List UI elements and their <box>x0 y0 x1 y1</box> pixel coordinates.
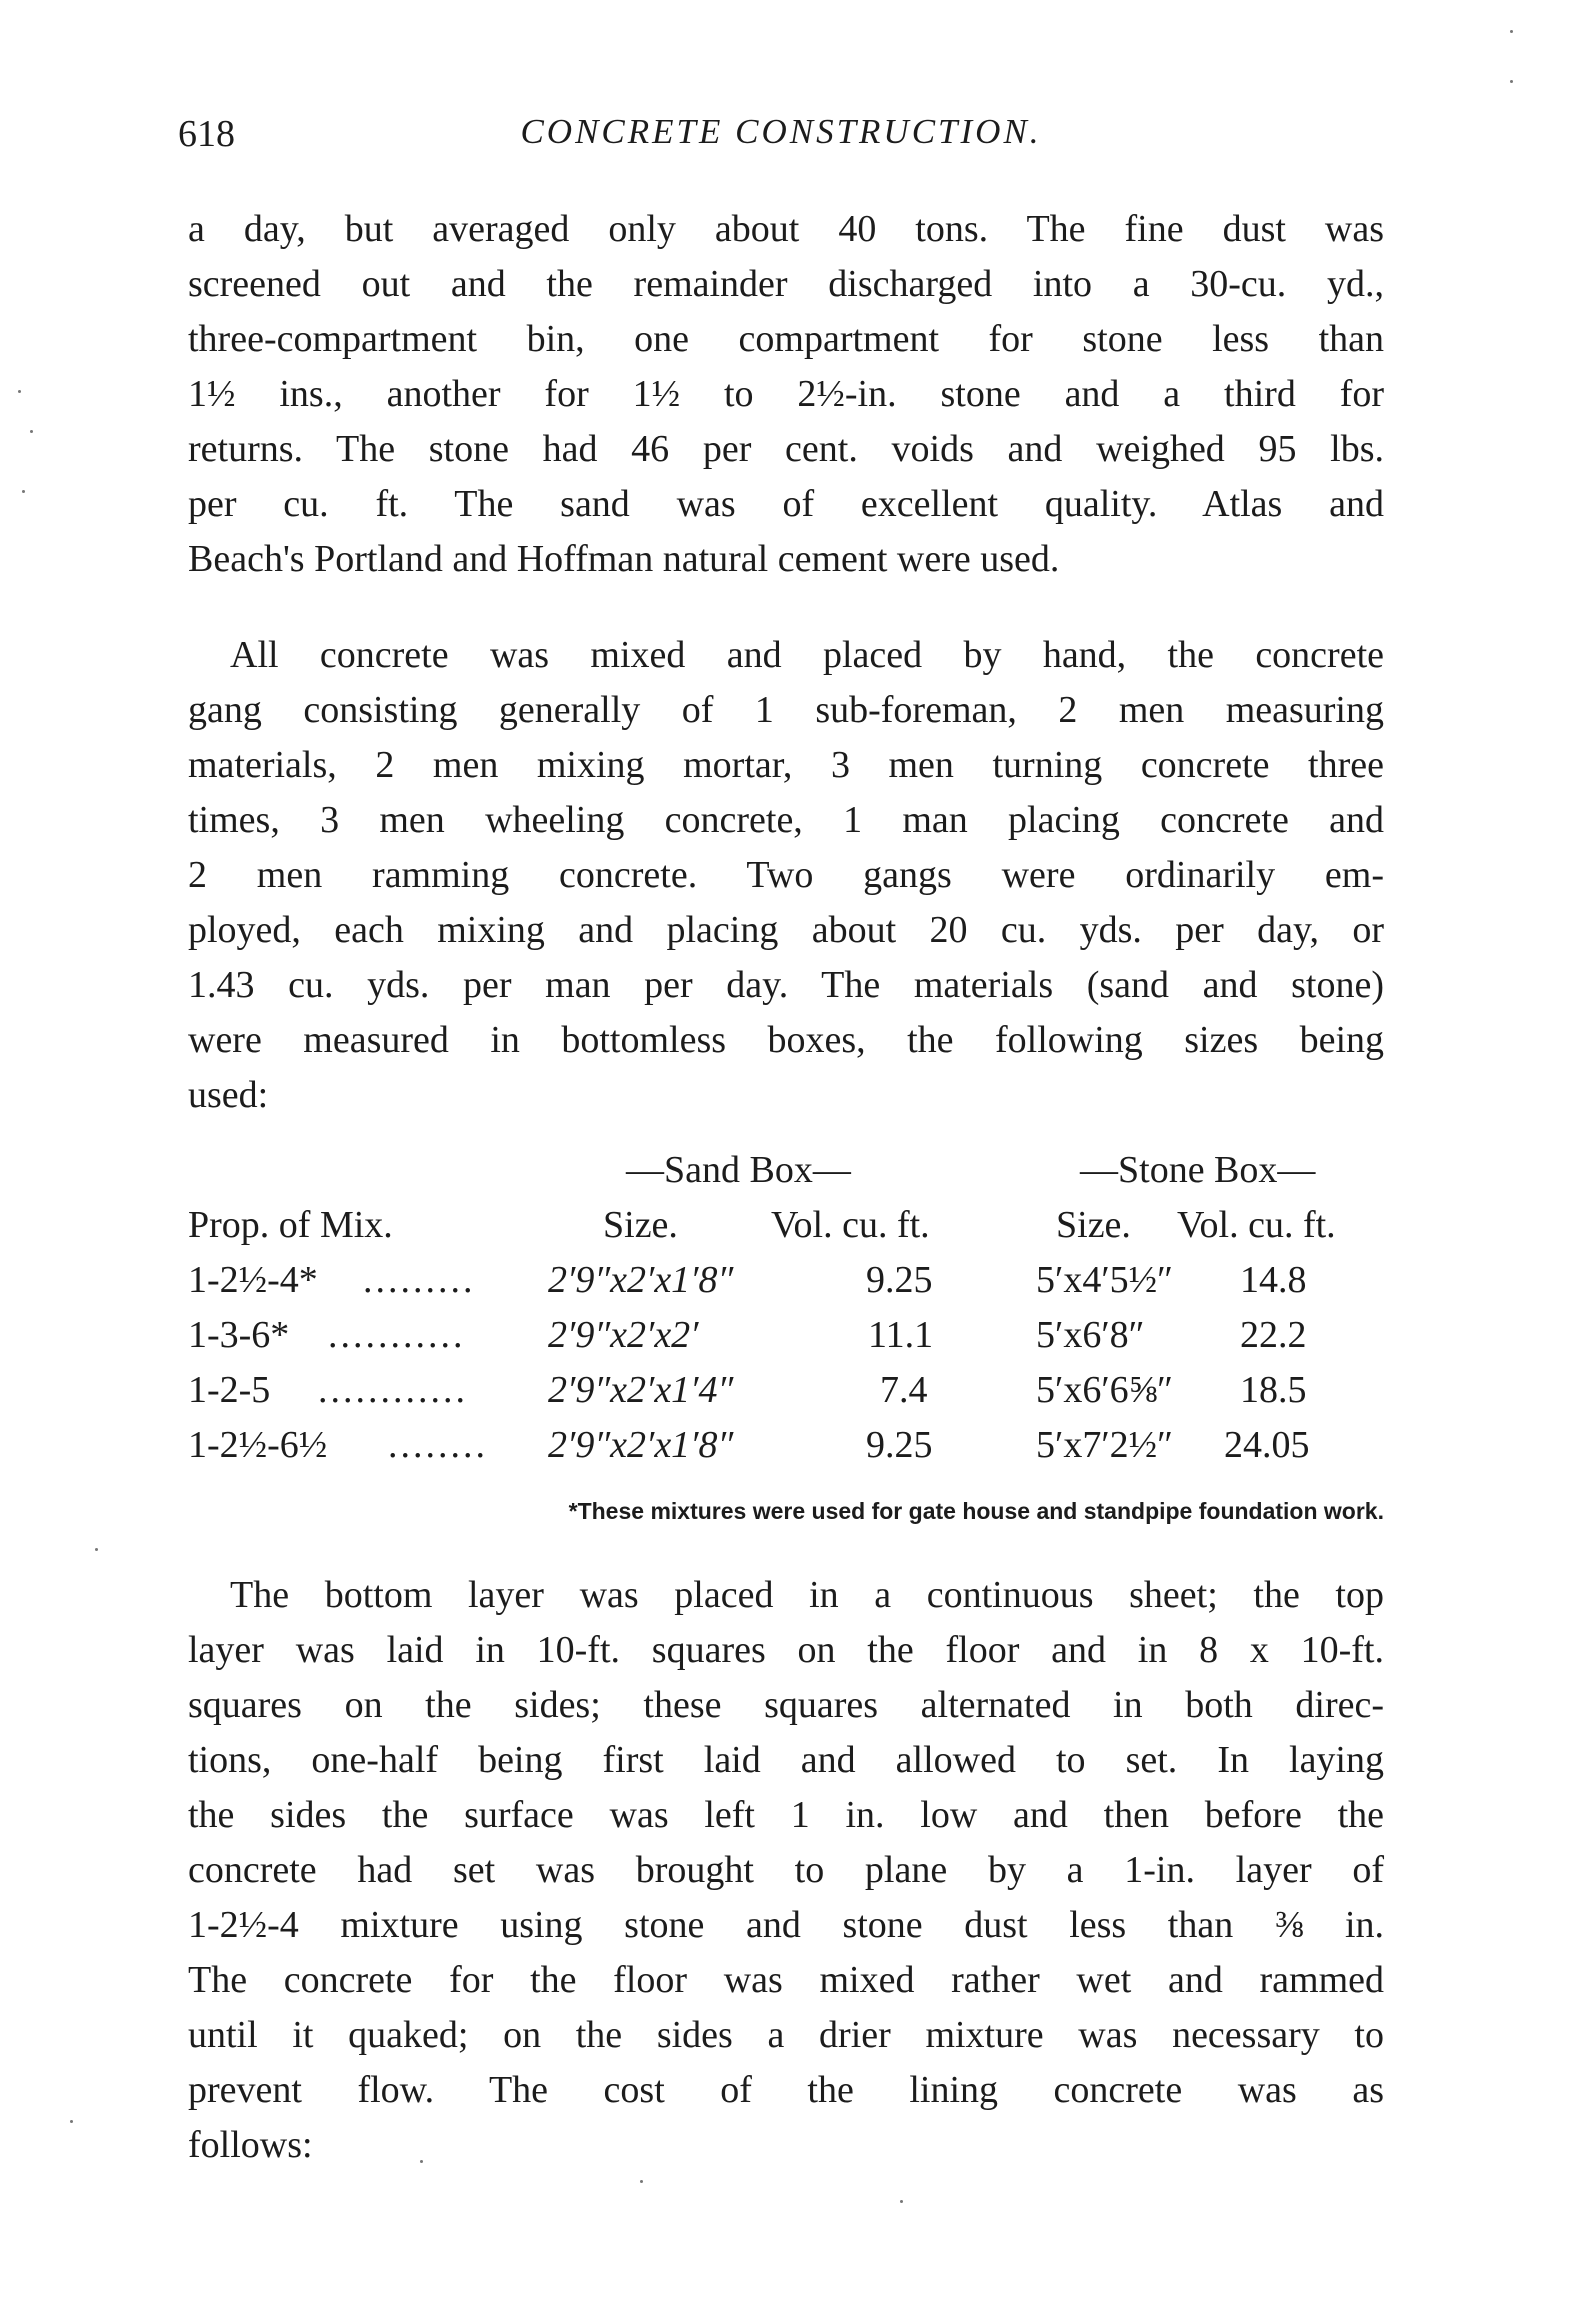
scan-speck <box>18 390 21 393</box>
text-line: prevent flow. The cost of the lining concrete was as <box>188 2069 1384 2111</box>
text-line: until it quaked; on the sides a drier mixture was necessary to <box>188 2014 1384 2056</box>
text-line: 1.43 cu. yds. per man per day. The materials (sand and stone) <box>188 964 1384 1006</box>
table-footnote: *These mixtures were used for gate house and standpipe foundation work. <box>568 1498 1384 1524</box>
stone-vol-cell: 14.8 <box>1240 1259 1307 1301</box>
sand-size-cell: 2′9″x2′x1′4″ <box>548 1369 734 1411</box>
leader-dots: ........ <box>388 1424 488 1466</box>
stone-vol-header: Vol. cu. ft. <box>1177 1204 1336 1246</box>
text-line: follows: <box>188 2124 313 2166</box>
sand-vol-cell: 11.1 <box>868 1314 934 1356</box>
paragraph-2 <box>188 628 1384 1123</box>
text-line: layer was laid in 10-ft. squares on the floor and in 8 x 10-ft. <box>188 1629 1384 1671</box>
prop-cell: 1-2½-6½ <box>188 1424 328 1466</box>
table-row <box>188 1313 1384 1368</box>
text-line: were measured in bottomless boxes, the following sizes being <box>188 1019 1384 1061</box>
table-row <box>188 1423 1384 1478</box>
text-line: returns. The stone had 46 per cent. voids and weighed 95 lbs. <box>188 428 1384 470</box>
scan-speck <box>70 2120 73 2123</box>
stone-vol-cell: 18.5 <box>1240 1369 1307 1411</box>
text-line: 2 men ramming concrete. Two gangs were ordinarily em- <box>188 854 1384 896</box>
text-line: All concrete was mixed and placed by hand, the concrete <box>230 634 1384 676</box>
scan-speck <box>420 2160 423 2163</box>
scan-speck <box>22 490 25 493</box>
text-line: 1-2½-4 mixture using stone and stone dust less than ⅜ in. <box>188 1904 1384 1946</box>
text-line: The bottom layer was placed in a continuous sheet; the top <box>230 1574 1384 1616</box>
sand-vol-cell: 9.25 <box>866 1424 933 1466</box>
text-line: per cu. ft. The sand was of excellent quality. Atlas and <box>188 483 1384 525</box>
sand-vol-cell: 7.4 <box>880 1369 928 1411</box>
leader-dots: ......... <box>363 1259 476 1301</box>
text-line: 1½ ins., another for 1½ to 2½-in. stone and a third for <box>188 373 1384 415</box>
text-line: ployed, each mixing and placing about 20 cu. yds. per day, or <box>188 909 1384 951</box>
box-size-table <box>188 1148 1384 1478</box>
scan-speck <box>30 430 33 433</box>
stone-box-group-label: —Stone Box— <box>1080 1149 1316 1191</box>
table-group-header <box>188 1148 1384 1203</box>
text-line: squares on the sides; these squares alternated in both direc- <box>188 1684 1384 1726</box>
text-line: gang consisting generally of 1 sub-foreman, 2 men measuring <box>188 689 1384 731</box>
text-line: a day, but averaged only about 40 tons. The fine dust was <box>188 208 1384 250</box>
text-line: The concrete for the floor was mixed rather wet and rammed <box>188 1959 1384 2001</box>
scan-speck <box>900 2200 903 2203</box>
scan-speck <box>1510 30 1513 33</box>
stone-vol-cell: 22.2 <box>1240 1314 1307 1356</box>
stone-vol-cell: 24.05 <box>1224 1424 1310 1466</box>
scan-speck <box>640 2180 643 2183</box>
leader-dots: ........... <box>328 1314 466 1356</box>
sand-size-cell: 2′9″x2′x2′ <box>548 1314 699 1356</box>
scan-speck <box>95 1548 98 1551</box>
page-number: 618 <box>178 113 235 155</box>
sand-box-group-label: —Sand Box— <box>626 1149 851 1191</box>
text-line: screened out and the remainder discharged into a 30-cu. yd., <box>188 263 1384 305</box>
stone-size-header: Size. <box>1056 1204 1131 1246</box>
prop-cell: 1-3-6* <box>188 1314 290 1356</box>
leader-dots: ............ <box>318 1369 468 1411</box>
table-row <box>188 1368 1384 1423</box>
text-line: tions, one-half being first laid and allowed to set. In laying <box>188 1739 1384 1781</box>
sand-size-header: Size. <box>603 1204 678 1246</box>
table-row <box>188 1258 1384 1313</box>
text-line: times, 3 men wheeling concrete, 1 man placing concrete and <box>188 799 1384 841</box>
stone-size-cell: 5′x6′8″ <box>1036 1314 1145 1356</box>
paragraph-1 <box>188 202 1384 587</box>
prop-cell: 1-2-5 <box>188 1369 271 1411</box>
sand-size-cell: 2′9″x2′x1′8″ <box>548 1424 734 1466</box>
text-line: materials, 2 men mixing mortar, 3 men turning concrete three <box>188 744 1384 786</box>
sand-vol-cell: 9.25 <box>866 1259 933 1301</box>
stone-size-cell: 5′x7′2½″ <box>1036 1424 1173 1466</box>
sand-vol-header: Vol. cu. ft. <box>771 1204 930 1246</box>
running-head: CONCRETE CONSTRUCTION. <box>520 112 1042 151</box>
prop-of-mix-header: Prop. of Mix. <box>188 1204 393 1246</box>
paragraph-3 <box>188 1568 1384 2173</box>
stone-size-cell: 5′x6′6⅝″ <box>1036 1369 1173 1411</box>
text-line: concrete had set was brought to plane by a 1-in. layer of <box>188 1849 1384 1891</box>
text-line: Beach's Portland and Hoffman natural cement were used. <box>188 538 1060 580</box>
text-line: three-compartment bin, one compartment for stone less than <box>188 318 1384 360</box>
prop-cell: 1-2½-4* <box>188 1259 318 1301</box>
text-line: used: <box>188 1074 269 1116</box>
stone-size-cell: 5′x4′5½″ <box>1036 1259 1173 1301</box>
scan-speck <box>1510 80 1513 83</box>
table-column-header <box>188 1203 1384 1258</box>
sand-size-cell: 2′9″x2′x1′8″ <box>548 1259 734 1301</box>
text-line: the sides the surface was left 1 in. low and then before the <box>188 1794 1384 1836</box>
